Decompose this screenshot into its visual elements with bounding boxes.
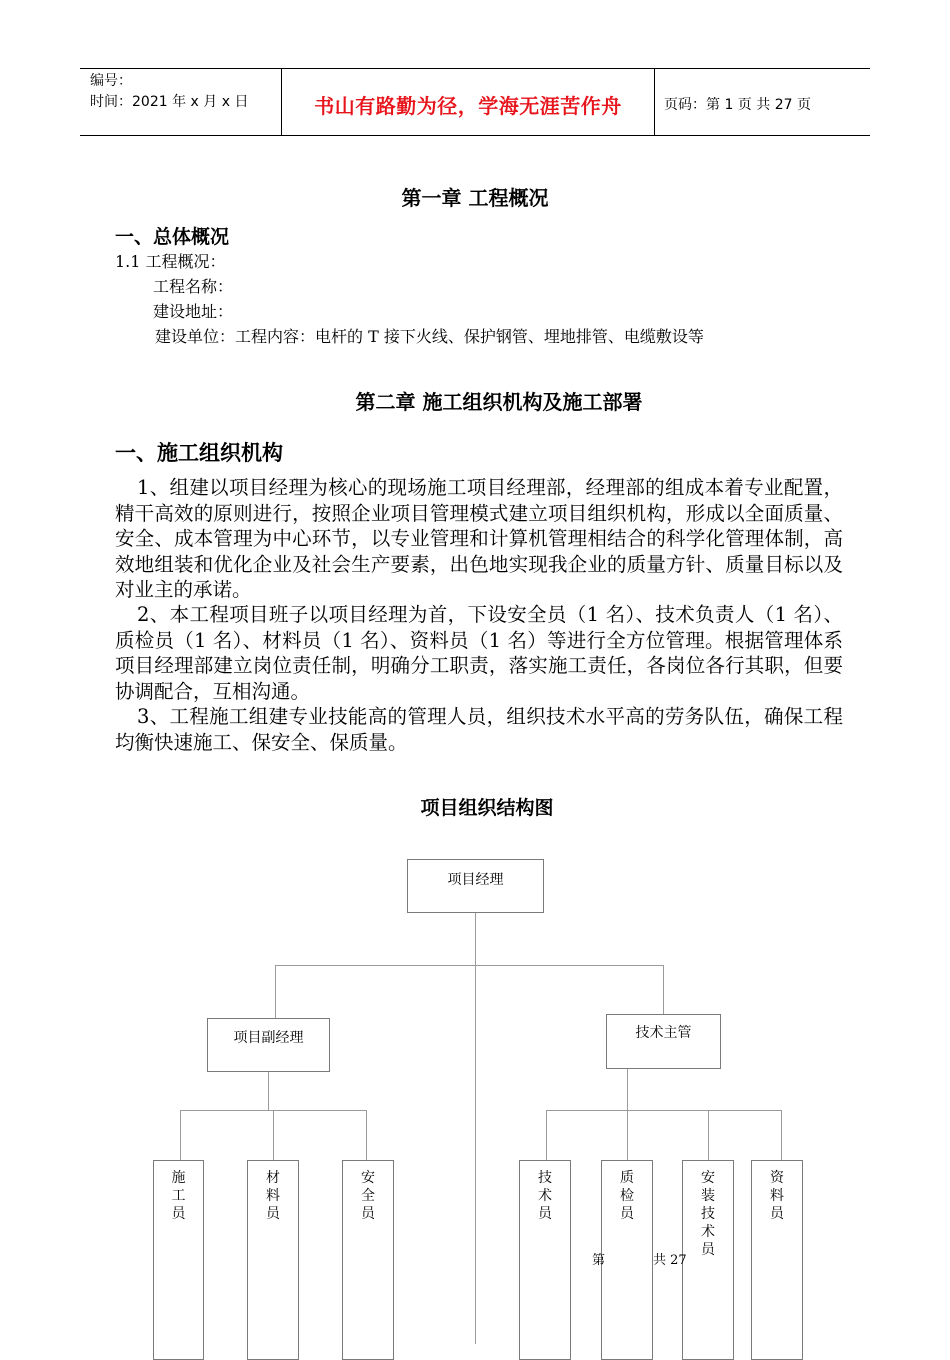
right-child-connector-4 <box>781 1110 782 1160</box>
org-node-deputy: 项目副经理 <box>207 1018 330 1072</box>
right-branch-connector <box>663 965 664 1015</box>
right-children-bar <box>546 1110 782 1111</box>
org-node-tech-lead: 技术主管 <box>606 1014 721 1069</box>
org-node-root: 项目经理 <box>407 859 544 913</box>
left-child-connector-3 <box>366 1110 367 1160</box>
header-bottom-rule <box>80 135 870 136</box>
org-node-materials <box>247 1160 299 1360</box>
chapter1-title: 第一章 工程概况 <box>401 186 549 210</box>
project-unit-line: 建设单位：工程内容：电杆的 T 接下火线、保护钢管、埋地排管、电缆敷设等 <box>155 327 704 346</box>
org-node-quality-label: 质检员 <box>620 1170 634 1222</box>
org-node-install-tech <box>682 1160 734 1360</box>
chapter2-title: 第二章 施工组织机构及施工部署 <box>355 390 643 414</box>
chapter2-section1: 一、施工组织机构 <box>115 441 283 465</box>
left-branch-down-connector <box>268 1071 269 1110</box>
header-motto: 书山有路勤为径，学海无涯苦作舟 <box>314 94 622 118</box>
org-chart-title: 项目组织结构图 <box>420 797 554 819</box>
paragraph-1: 1、组建以项目经理为核心的现场施工项目经理部，经理部的组成本着专业配置，精干高效的原则进行，按照企业项目管理模式建立项目组织机构，形成以全面质量、安全、成本管理为中心环节，以专业管理和计算机管理相结合的科学化管理体制，高效地组装和优化企业及社会生产要素，出色地实现我企业的质量方针、质量目标以及对业主的承诺。 <box>115 476 843 601</box>
chapter1-section1: 一、总体概况 <box>115 226 230 248</box>
org-node-documents <box>751 1160 803 1360</box>
header-date-line: 时间：2021 年 x 月 x 日 <box>90 94 249 110</box>
project-address-line: 建设地址： <box>153 302 234 321</box>
level1-bar <box>275 965 664 966</box>
org-node-construction-label: 施工员 <box>171 1170 186 1222</box>
org-node-quality <box>601 1160 653 1360</box>
header-page-info: 页码：第 1 页 共 27 页 <box>664 97 811 113</box>
header-divider-2 <box>654 68 655 136</box>
footer-fragment-left: 第 <box>592 1253 606 1268</box>
org-node-install-tech-label: 安装技术员 <box>701 1170 715 1258</box>
right-child-connector-2 <box>627 1110 628 1160</box>
chapter1-sub1: 1.1 工程概况： <box>115 252 226 271</box>
paragraph-3: 3、工程施工组建专业技能高的管理人员，组织技术水平高的劳务队伍，确保工程均衡快速施工、保安全、保质量。 <box>115 705 843 754</box>
header-divider-1 <box>281 68 282 136</box>
org-node-safety <box>342 1160 394 1360</box>
org-node-technician <box>519 1160 571 1360</box>
org-node-materials-label: 材料员 <box>266 1170 280 1222</box>
root-down-connector <box>475 912 476 1344</box>
left-child-connector-2 <box>273 1110 274 1160</box>
org-node-safety-label: 安全员 <box>361 1170 375 1222</box>
paragraph-2: 2、本工程项目班子以项目经理为首，下设安全员（1 名）、技术负责人（1 名）、质检员（1 名）、材料员（1 名）、资料员（1 名）等进行全方位管理。根据管理体系项目经理部建立岗位责任制，明确分工职责，落实施工责任，各岗位各行其职，但要协调配合，互相沟通。 <box>115 603 843 703</box>
right-branch-down-connector <box>627 1068 628 1110</box>
left-child-connector-1 <box>180 1110 181 1160</box>
right-child-connector-1 <box>546 1110 547 1160</box>
org-node-construction <box>153 1160 204 1360</box>
header-number-label: 编号： <box>90 73 132 89</box>
header-meta <box>90 71 248 113</box>
header-top-rule <box>80 68 870 69</box>
left-branch-connector <box>275 965 276 1019</box>
org-node-documents-label: 资料员 <box>770 1170 784 1222</box>
org-node-technician-label: 技术员 <box>538 1170 552 1222</box>
right-child-connector-3 <box>708 1110 709 1160</box>
footer-fragment-right: 共 27 <box>653 1253 687 1268</box>
project-name-line: 工程名称： <box>153 277 234 296</box>
